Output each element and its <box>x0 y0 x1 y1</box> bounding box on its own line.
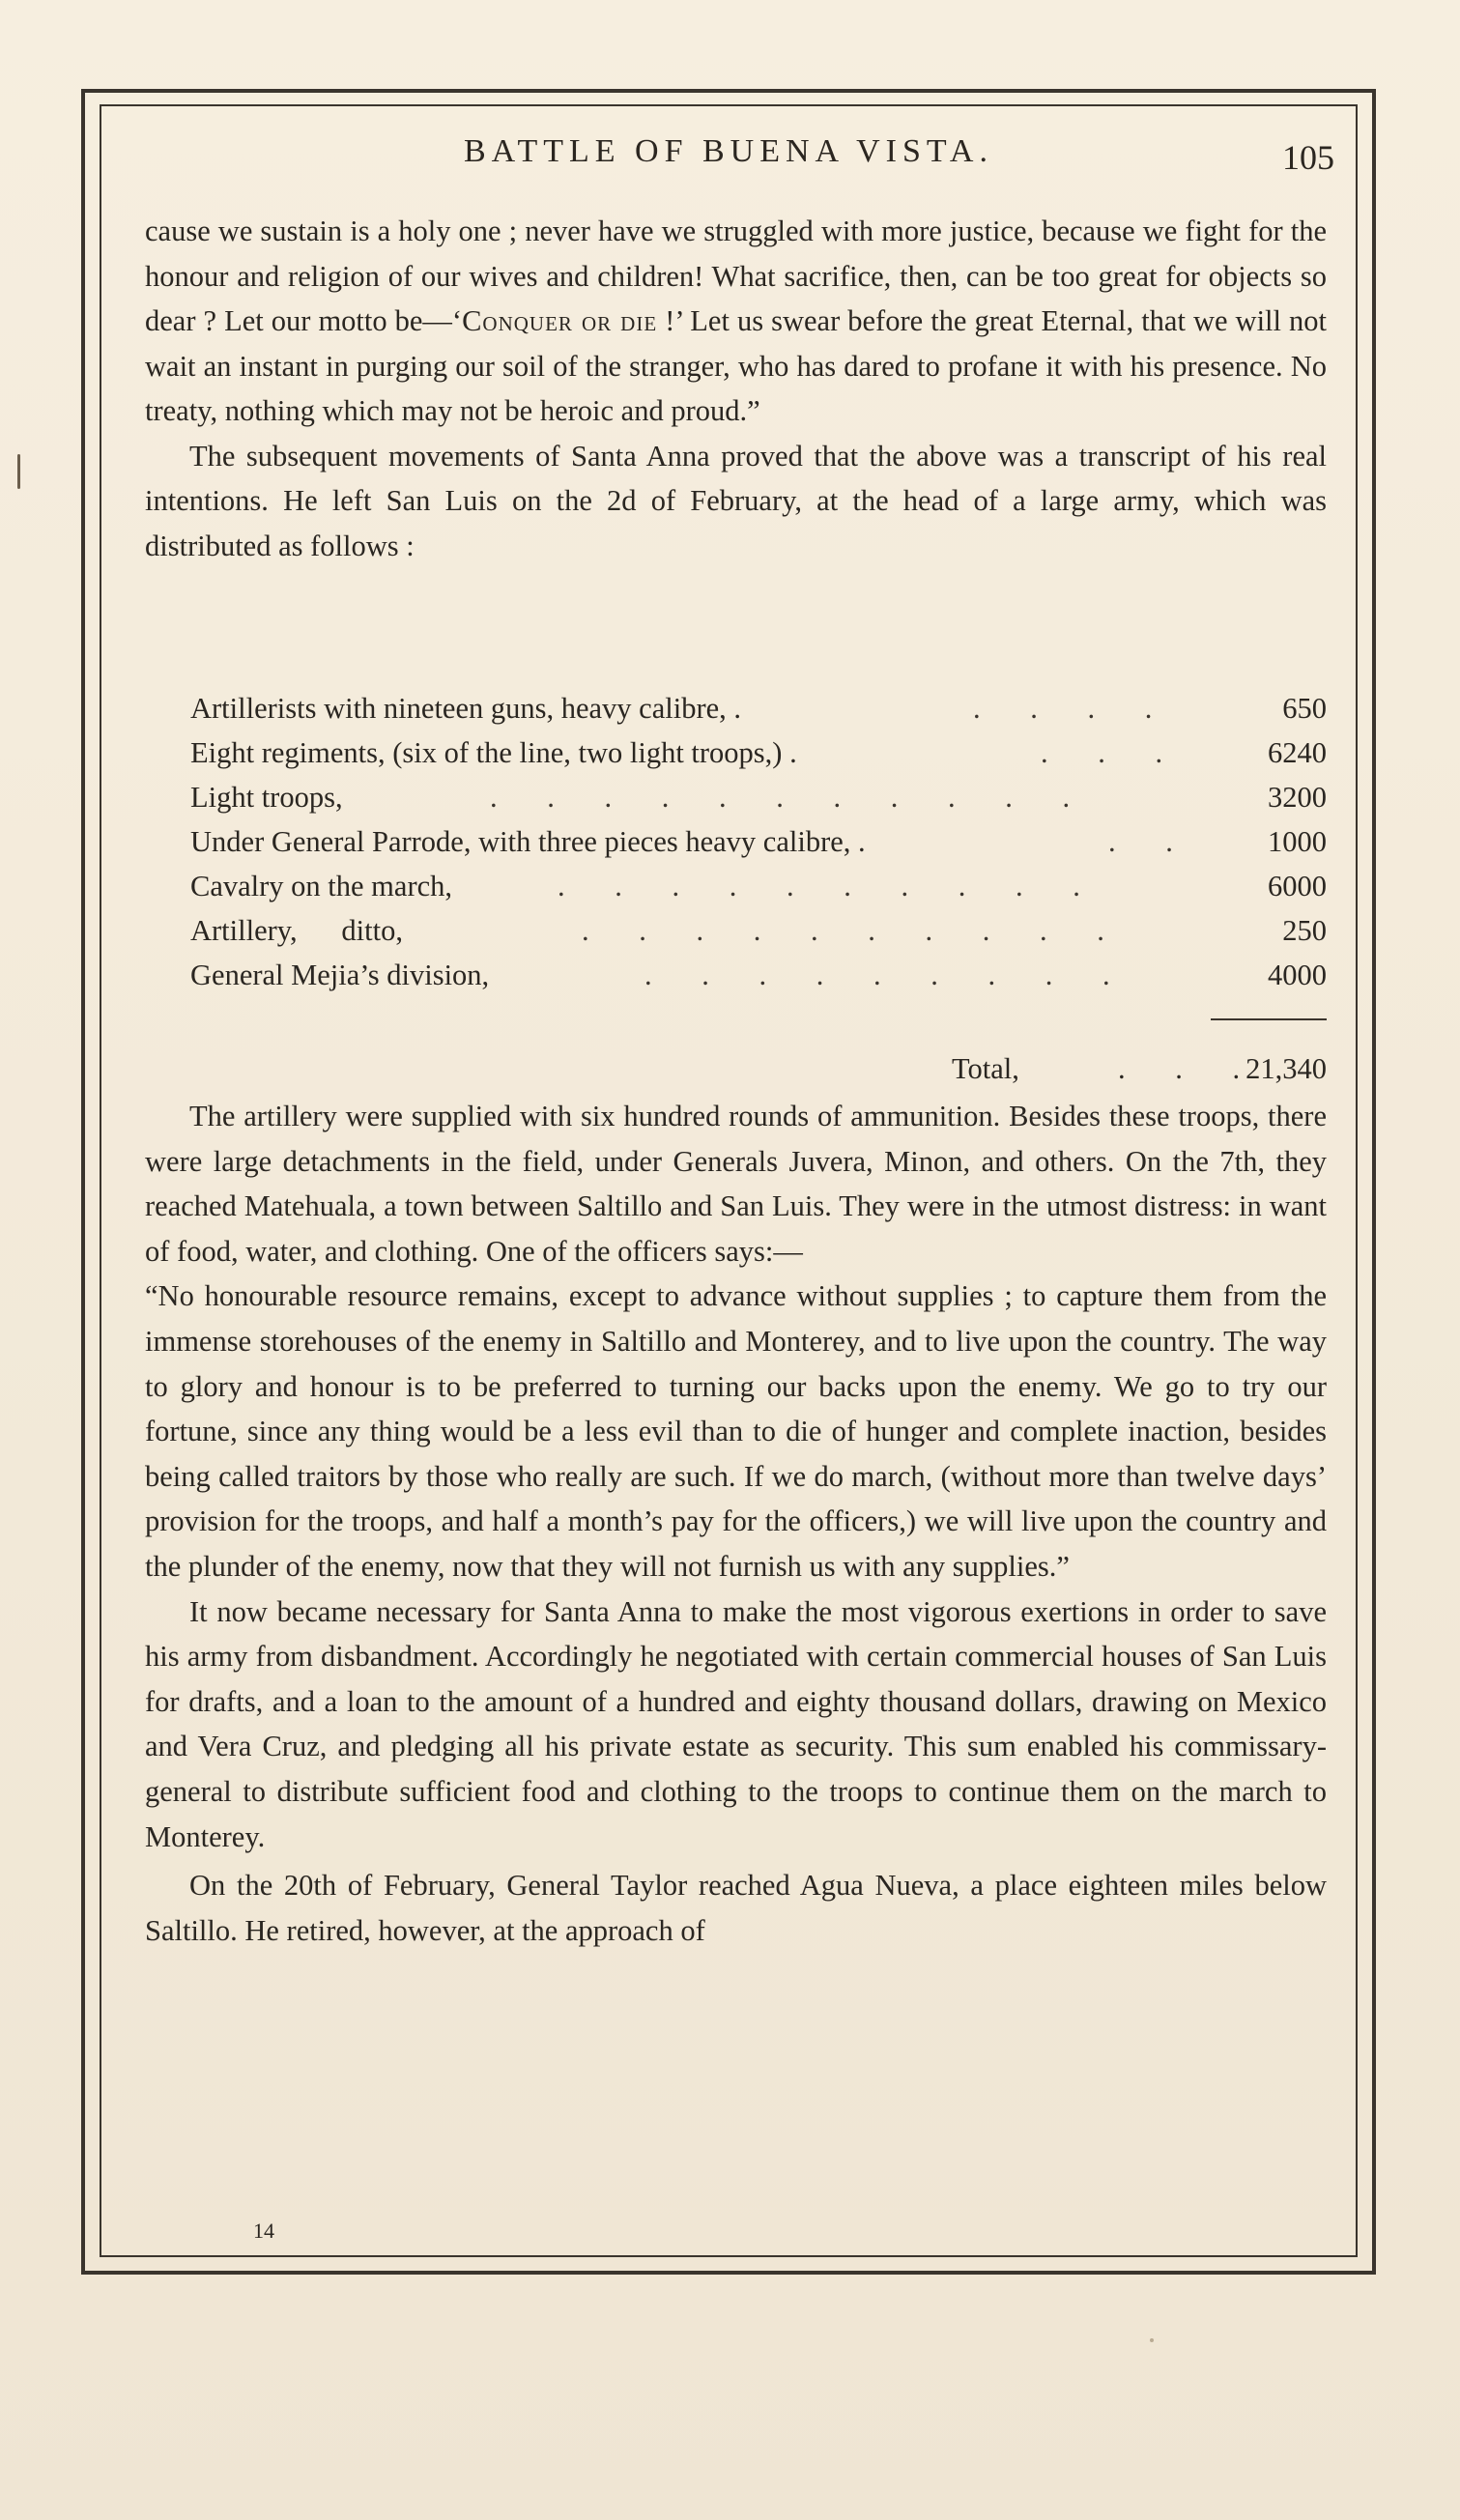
paragraph-movements: The subsequent movements of Santa Anna proved that the above was a transcript of his real intentions. He left San Luis on the 2d of February, at the head of a large army, which was distributed as follows : <box>145 439 1327 562</box>
total-label: Total, <box>952 1052 1019 1085</box>
leader-dots: . . <box>1108 825 1194 858</box>
leader-dots: . . . . . . . . . . . <box>490 781 1092 814</box>
motto-text: Conquer or die <box>462 304 658 337</box>
troop-table <box>190 686 1327 997</box>
troop-value: 1000 <box>1268 825 1327 858</box>
continued-text <box>145 1094 1327 1953</box>
table-row <box>190 686 1327 730</box>
paragraph-artillery: The artillery were supplied with six hundred rounds of ammunition. Besides these troops, there were large detachments in the field, under Generals Juvera, Minon, and others. On the 7th, they reached Matehuala, a town between Saltillo and San Luis. They were in the utmost distress: in want of food, water, and clothing. One of the officers says:— <box>145 1100 1327 1268</box>
troop-value: 6240 <box>1268 736 1327 769</box>
leader-dots: . . . <box>1041 736 1185 769</box>
paragraph-motto <box>145 209 1327 434</box>
total-value: 21,340 <box>1245 1052 1327 1085</box>
leader-dots: . . . . . . . . . . <box>582 914 1126 947</box>
leader-dots: . . . . . . . . . <box>644 959 1131 991</box>
paragraph-santa-anna: It now became necessary for Santa Anna to make the most vigorous exertions in order to save his army from disbandment. Accordingly he negotiated with certain commercial houses of San Luis for drafts, and a loan to the amount of a hundred and eighty thousand dollars, drawing on Mexico and Vera Cruz, and pledging all his private estate as security. This sum enabled his commissary-general to distribute sufficient food and clothing to the troops to continue them on the march to Monterey. <box>145 1594 1327 1853</box>
table-row <box>190 775 1327 819</box>
troop-value: 650 <box>1282 692 1327 725</box>
troop-label: Artillery, ditto, <box>190 914 403 947</box>
running-title: BATTLE OF BUENA VISTA. <box>463 133 993 169</box>
leader-dots: . . . . <box>973 692 1174 725</box>
troop-value: 250 <box>1282 914 1327 947</box>
total-row <box>190 1046 1327 1091</box>
table-row <box>190 908 1327 953</box>
leader-dots: . . . . . . . . . . <box>558 870 1102 902</box>
officer-quote: “No honourable resource remains, except to advance without supplies ; to capture them from the immense storehouses of the enemy in Saltillo and Monterey, and to live upon the country. The way to glory and honour is to be preferred to turning our backs upon the enemy. We go to try our fortune, since any thing would be a less evil than to die of hunger and complete inaction, besides being called traitors by those who really are such. If we do march, (without more than twelve days’ provision for the troops, and half a month’s pay for the officers,) we will live upon the country and the plunder of the enemy, now that they will not furnish us with any supplies.” <box>145 1279 1327 1583</box>
page-header <box>100 129 1358 187</box>
troop-label: Under General Parrode, with three pieces heavy calibre, . <box>190 825 866 858</box>
troop-value: 3200 <box>1268 781 1327 814</box>
binding-mark <box>17 454 20 489</box>
table-row <box>190 864 1327 908</box>
paragraph-text: cause we sustain is a holy one ; never have we struggled with more justice, because we fight for the honour and religion of our wives and children! What sacrifice, then, can be too great for objects so dear ? Let our motto be—‘ <box>145 215 1327 337</box>
troop-label: Artillerists with nineteen guns, heavy calibre, . <box>190 692 742 725</box>
troop-label: Light troops, <box>190 781 343 814</box>
leader-dots: . . . <box>1118 1052 1262 1085</box>
paragraph-taylor: On the 20th of February, General Taylor reached Agua Nueva, a place eighteen miles below Saltillo. He retired, however, at the approach of <box>145 1869 1327 1947</box>
paper-speck <box>1150 2338 1154 2342</box>
table-row <box>190 819 1327 864</box>
troop-label: Cavalry on the march, <box>190 870 453 902</box>
table-row <box>190 730 1327 775</box>
troop-value: 6000 <box>1268 870 1327 902</box>
paragraph-text: !’ Let us swear before the great Eternal, that we will not wait an instant in purging our soil of the stranger, who has dared to profane it with his presence. No treaty, nothing which may not be heroic and proud.” <box>145 304 1328 427</box>
troop-value: 4000 <box>1268 959 1327 991</box>
page-number: 105 <box>1282 138 1334 177</box>
troop-label: General Mejia’s division, <box>190 959 490 991</box>
signature-mark: 14 <box>253 2219 274 2243</box>
table-row <box>190 953 1327 997</box>
sum-rule <box>1211 1018 1327 1020</box>
troop-label: Eight regiments, (six of the line, two light troops,) . <box>190 736 797 769</box>
opening-text <box>145 209 1327 568</box>
